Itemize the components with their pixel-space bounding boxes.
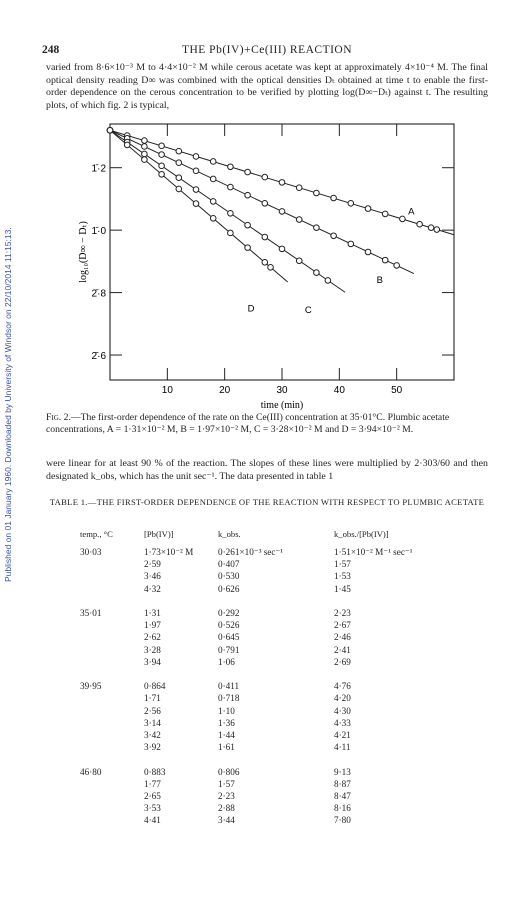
data-point-a [296,185,302,191]
cell-kobs: 3·44 [218,815,235,826]
cell-kobs: 0·407 [218,559,240,570]
x-axis-label: time (min) [260,400,304,411]
cell-pb: 3·14 [144,717,161,728]
table-row [80,717,454,729]
cell-pb: 2·62 [144,632,161,643]
cell-kobs: 0·526 [218,620,240,631]
cell-kobs: 0·806 [218,766,240,777]
cell-pb: 4·32 [144,583,161,594]
cell-pb: 3·42 [144,730,161,741]
data-point-b [394,263,400,269]
body-paragraph-2: were linear for at least 90 % of the reaction. The slopes of these lines were multiplied by 2·303/60 and then designated k_obs, which has the unit sec⁻¹. The data presented in table 1 [46,458,488,482]
data-point-b [245,192,251,198]
cell-kobs: 0·411 [218,681,240,692]
table-group-gap [80,595,454,607]
data-point-a [417,221,423,227]
cell-pb: 0·883 [144,766,166,777]
data-point-b [382,257,388,263]
cell-temp [80,631,144,643]
data-point-b [365,249,371,255]
data-point-c [176,175,182,181]
cell-ratio: 4·76 [334,681,351,692]
data-point-d [159,171,165,177]
cell-kobs: 0·530 [218,571,240,582]
table-row [80,631,454,643]
cell-ratio: 4·30 [334,705,351,716]
series-label-b: B [376,275,383,287]
cell-ratio: 4·21 [334,730,351,741]
data-point-d [176,186,182,192]
cell-ratio: 8·47 [334,791,351,802]
table-row [80,558,454,570]
cell-temp [80,790,144,802]
data-point-b [314,225,320,231]
running-title: THE Pb(IV)+Ce(III) REACTION [181,44,353,56]
table-row [80,619,454,631]
data-point-b [176,160,182,166]
cell-pb: 3·92 [144,742,161,753]
data-point-c [159,163,165,169]
table-row [80,644,454,656]
cell-pb: 4·41 [144,815,161,826]
cell-temp [80,619,144,631]
y-axis-label: log₁₀(D∞ − Dₜ) [78,221,89,283]
cell-pb: 3·46 [144,571,161,582]
data-point-d [245,245,251,251]
cell-ratio: 1·45 [334,583,351,594]
table-row [80,583,454,595]
data-point-a [428,225,434,231]
data-point-b [142,144,148,150]
series-label-d: D [247,303,255,315]
cell-temp [80,583,144,595]
cell-temp: 39·95 [80,681,102,692]
data-point-a [365,206,371,212]
data-point-a [434,227,440,233]
data-point-d [107,127,113,133]
table-header-pb: [Pb(IV)] [144,529,174,539]
table-header-temp: temp., °C [80,529,113,539]
data-point-d [268,264,274,270]
data-point-a [142,138,148,144]
data-point-b [193,168,199,174]
cell-pb: 3·94 [144,656,161,667]
cell-pb: 1·73×10⁻² M [144,547,194,557]
table-row [80,790,454,802]
data-point-d [262,260,268,266]
table-row [80,814,454,826]
data-point-a [228,164,234,170]
table-header-kobs: k_obs. [218,529,241,539]
table-header-row [80,528,454,546]
data-point-c [325,278,331,284]
cell-ratio: 4·11 [334,742,351,753]
data-point-c [210,199,216,205]
series-label-c: C [304,304,312,316]
cell-temp [80,692,144,704]
table-header-ratio: k_obs./[Pb(IV)] [334,529,389,539]
table-row [80,766,454,778]
series-line-d [110,130,288,282]
y-tick-label: 1̄·2 [91,163,106,175]
data-point-c [193,187,199,193]
data-point-b [228,184,234,190]
cell-temp [80,741,144,753]
cell-pb: 3·28 [144,644,161,655]
data-point-a [210,159,216,165]
table-group-gap [80,753,454,765]
data-point-d [228,230,234,236]
y-tick-label: 2̄·8 [91,288,106,300]
data-point-a [279,180,285,186]
data-point-b [331,233,337,239]
cell-temp: 30·03 [80,547,102,557]
cell-kobs: 2·88 [218,803,235,814]
data-point-c [142,151,148,157]
cell-ratio: 8·87 [334,778,351,789]
cell-pb: 1·97 [144,620,161,631]
data-point-a [382,211,388,217]
cell-temp [80,717,144,729]
x-tick-label: 30 [276,385,288,396]
cell-pb: 2·65 [144,791,161,802]
cell-kobs: 0·645 [218,632,240,643]
table-row [80,680,454,692]
cell-kobs: 1·57 [218,778,235,789]
cell-pb: 0·864 [144,681,166,692]
cell-ratio: 8·16 [334,803,351,814]
data-point-b [262,200,268,206]
cell-temp [80,802,144,814]
cell-temp [80,656,144,668]
cell-pb: 1·77 [144,778,161,789]
cell-kobs: 1·10 [218,705,235,716]
data-point-a [159,143,165,149]
cell-temp [80,705,144,717]
cell-kobs: 1·61 [218,742,235,753]
data-point-b [296,217,302,223]
cell-kobs: 2·23 [218,791,235,802]
cell-temp [80,814,144,826]
series-label-a: A [408,206,415,218]
cell-temp [80,644,144,656]
data-point-c [296,258,302,264]
table-group-gap [80,668,454,680]
cell-kobs: 0·718 [218,693,240,704]
table-row [80,692,454,704]
y-tick-label: 1̄·0 [91,226,106,238]
data-point-a [348,200,354,206]
data-point-d [124,142,130,148]
table-title: TABLE 1.—THE FIRST-ORDER DEPENDENCE OF THE REACTION WITH RESPECT TO PLUMBIC ACETATE [49,497,485,507]
figure-2-plot [72,118,462,412]
data-point-b [279,209,285,215]
data-point-d [142,157,148,163]
cell-pb: 3·53 [144,803,161,814]
cell-temp [80,558,144,570]
cell-temp: 35·01 [80,608,102,618]
cell-temp [80,778,144,790]
data-point-c [314,270,320,276]
cell-ratio: 1·53 [334,571,351,582]
cell-ratio: 4·20 [334,693,351,704]
data-point-a [262,174,268,180]
cell-pb: 2·59 [144,559,161,570]
data-point-c [262,234,268,240]
table-row [80,705,454,717]
data-point-c [228,210,234,216]
cell-ratio: 2·46 [334,632,351,643]
x-tick-label: 40 [333,385,345,396]
cell-kobs: 0·791 [218,644,240,655]
x-tick-label: 50 [391,385,403,396]
data-point-d [193,201,199,207]
x-tick-label: 20 [219,385,231,396]
y-tick-label: 2̄·6 [91,351,106,363]
page-number: 248 [42,44,60,56]
cell-kobs: 0·292 [218,608,240,618]
cell-ratio: 4·33 [334,717,351,728]
cell-kobs: 1·36 [218,717,235,728]
table-row [80,607,454,619]
data-point-a [314,190,320,196]
table-row [80,778,454,790]
data-point-b [210,176,216,182]
download-notice: Published on 01 January 1960. Downloaded by University of Windsor on 22/10/2014 11:15:13. [3,227,13,583]
cell-ratio: 1·57 [334,559,351,570]
data-table [80,528,454,827]
cell-ratio: 2·23 [334,608,351,618]
cell-ratio: 2·69 [334,656,351,667]
data-point-b [159,152,165,158]
table-row [80,729,454,741]
cell-ratio: 1·51×10⁻² M⁻¹ sec⁻¹ [334,547,413,557]
data-point-d [210,215,216,221]
data-point-c [245,222,251,228]
body-paragraph-1: varied from 8·6×10⁻³ M to 4·4×10⁻² M while cerous acetate was kept at approximately 4×10⁻⁴ M. The final optical density reading D∞ was combined with the optical densities Dₜ obtained at time t to enable the first-order dependence on the cerous concentration to be verified by plotting log(D∞−Dₜ) against t. The resulting plots, of which fig. 2 is typical, [46,62,488,111]
table-row [80,546,454,558]
cell-kobs: 1·06 [218,656,235,667]
cell-ratio: 9·13 [334,766,351,777]
table-row [80,656,454,668]
figure-label: Fig. 2. [46,412,71,423]
cell-pb: 1·31 [144,608,161,618]
table-row [80,802,454,814]
figure-caption [46,412,488,437]
cell-ratio: 2·67 [334,620,351,631]
cell-pb: 1·71 [144,693,161,704]
cell-ratio: 7·80 [334,815,351,826]
cell-kobs: 1·44 [218,730,235,741]
data-point-a [176,148,182,154]
cell-pb: 2·56 [144,705,161,716]
cell-temp [80,570,144,582]
data-point-a [331,195,337,201]
cell-kobs: 0·261×10⁻³ sec⁻¹ [218,547,284,557]
cell-ratio: 2·41 [334,644,351,655]
data-point-a [193,154,199,160]
data-point-a [245,169,251,175]
caption-text: —The first-order dependence of the rate on the Ce(III) concentration at 35·01°C. Plumbic acetate concentrations, A = 1·31×10⁻² M, B = 1·97×10⁻² M, C = 3·28×10⁻² M and D = 3·94×10⁻² M. [46,412,450,436]
table-row [80,570,454,582]
cell-temp: 46·80 [80,766,102,777]
table-row [80,741,454,753]
data-point-c [279,246,285,252]
cell-temp [80,729,144,741]
cell-kobs: 0·626 [218,583,240,594]
data-point-b [348,241,354,247]
x-tick-label: 10 [161,385,173,396]
data-point-a [400,216,406,222]
